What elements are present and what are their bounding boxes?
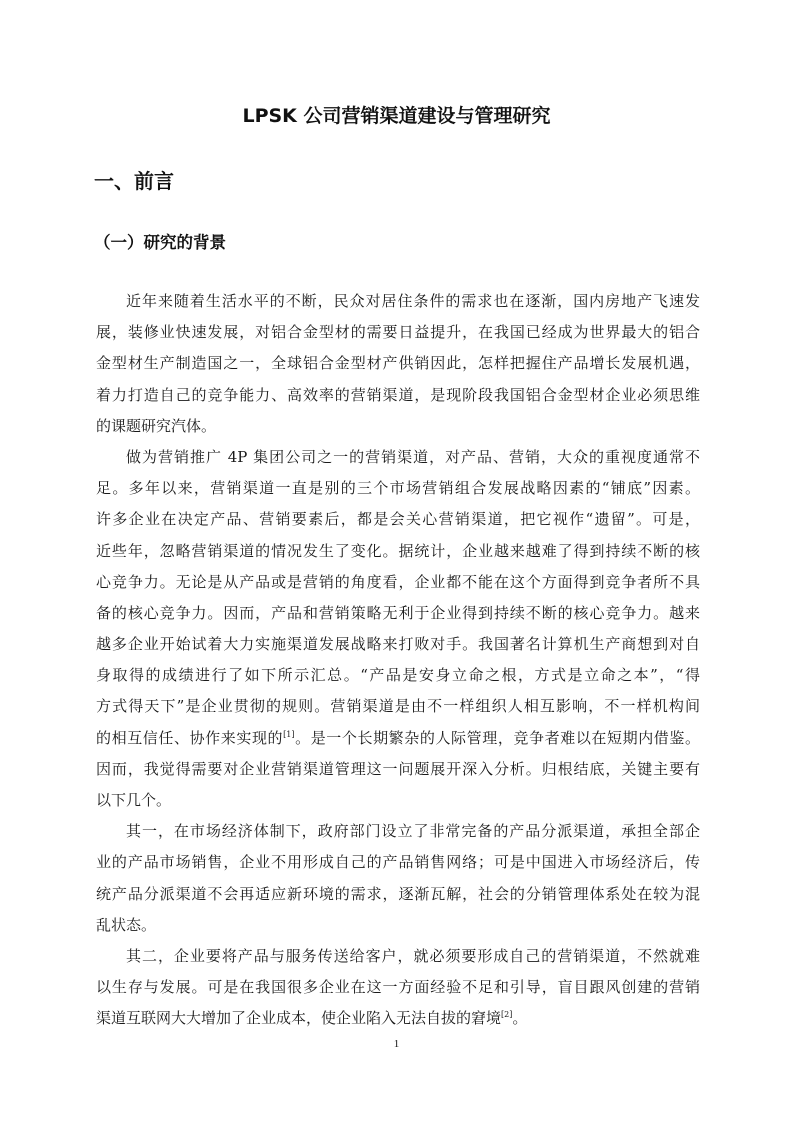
text-line: 身取得的成绩进行了如下所示汇总。“产品是安身立命之根，方式是立命之本”，“得 bbox=[96, 666, 700, 685]
text-line: 许多企业在决定产品、营销要素后，都是会关心营销渠道，把它视作“遗留”。可是， bbox=[96, 510, 700, 529]
paragraph bbox=[96, 816, 700, 941]
text-line: 近年来随着生活水平的不断，民众对居住条件的需求也在逐渐，国内房地产飞速发 bbox=[126, 292, 700, 310]
text-line: 备的核心竞争力。因而，产品和营销策略无利于企业得到持续不断的核心竞争力。越来 bbox=[96, 603, 700, 622]
text-line: 以下几个。 bbox=[96, 791, 172, 809]
citation-marker: [1] bbox=[283, 729, 295, 739]
text-line: 的课题研究汽体。 bbox=[96, 416, 217, 435]
text-line: 其一，在市场经济体制下，政府部门设立了非常完备的产品分派渠道，承担全部企 bbox=[126, 822, 700, 841]
text-line: 的相互信任、协作来实现的[1]。是一个长期繁杂的人际管理，竞争者难以在短期内借鉴。 bbox=[96, 728, 700, 747]
text-line: 足。多年以来，营销渠道一直是别的三个市场营销组合发展战略因素的“铺底”因素。 bbox=[96, 479, 700, 498]
page-number: 1 bbox=[393, 1038, 400, 1050]
text-line: 统产品分派渠道不会再适应新环境的需求，逐渐瓦解，社会的分销管理体系处在较为混 bbox=[96, 884, 700, 903]
text-line: 以生存与发展。可是在我国很多企业在这一方面经验不足和引导，盲目跟风创建的营销 bbox=[96, 978, 700, 997]
text-line: 乱状态。 bbox=[96, 915, 157, 934]
paragraph bbox=[96, 286, 700, 442]
text-line: 心竞争力。无论是从产品或是营销的角度看，企业都不能在这个方面得到竞争者所不具 bbox=[96, 572, 700, 591]
paragraph bbox=[96, 941, 700, 1035]
citation-marker: [2] bbox=[501, 1010, 513, 1020]
paragraph bbox=[96, 442, 700, 816]
text-line: 方式得天下”是企业贯彻的规则。营销渠道是由不一样组织人相互影响，不一样机构间 bbox=[96, 697, 700, 716]
text-line: 业的产品市场销售，企业不用形成自己的产品销售网络；可是中国进入市场经济后，传 bbox=[96, 853, 700, 872]
body-text bbox=[96, 286, 700, 1035]
text-line: 展，装修业快速发展，对铝合金型材的需要日益提升，在我国已经成为世界最大的铝合 bbox=[96, 323, 700, 342]
text-line: 因而，我觉得需要对企业营销渠道管理这一问题展开深入分析。归根结底，关键主要有 bbox=[96, 759, 700, 778]
text-line: 做为营销推广 4P 集团公司之一的营销渠道，对产品、营销，大众的重视度通常不 bbox=[126, 447, 700, 466]
subsection-heading: （一）研究的背景 bbox=[94, 233, 226, 252]
text-line: 其二，企业要将产品与服务传送给客户，就必须要形成自己的营销渠道，不然就难 bbox=[126, 946, 700, 965]
document-title: LPSK 公司营销渠道建设与管理研究 bbox=[242, 105, 551, 127]
text-line: 着力打造自己的竞争能力、高效率的营销渠道，是现阶段我国铝合金型材企业必须思维 bbox=[96, 385, 700, 404]
text-line: 越多企业开始试着大力实施渠道发展战略来打败对手。我国著名计算机生产商想到对自 bbox=[96, 635, 700, 654]
section-heading: 一、前言 bbox=[94, 169, 174, 193]
text-line: 渠道互联网大大增加了企业成本，使企业陷入无法自拔的窘境[2]。 bbox=[96, 1009, 528, 1028]
text-line: 近些年，忽略营销渠道的情况发生了变化。据统计，企业越来越难了得到持续不断的核 bbox=[96, 541, 700, 560]
text-line: 金型材生产制造国之一，全球铝合金型材产供销因此，怎样把握住产品增长发展机遇， bbox=[96, 354, 700, 373]
